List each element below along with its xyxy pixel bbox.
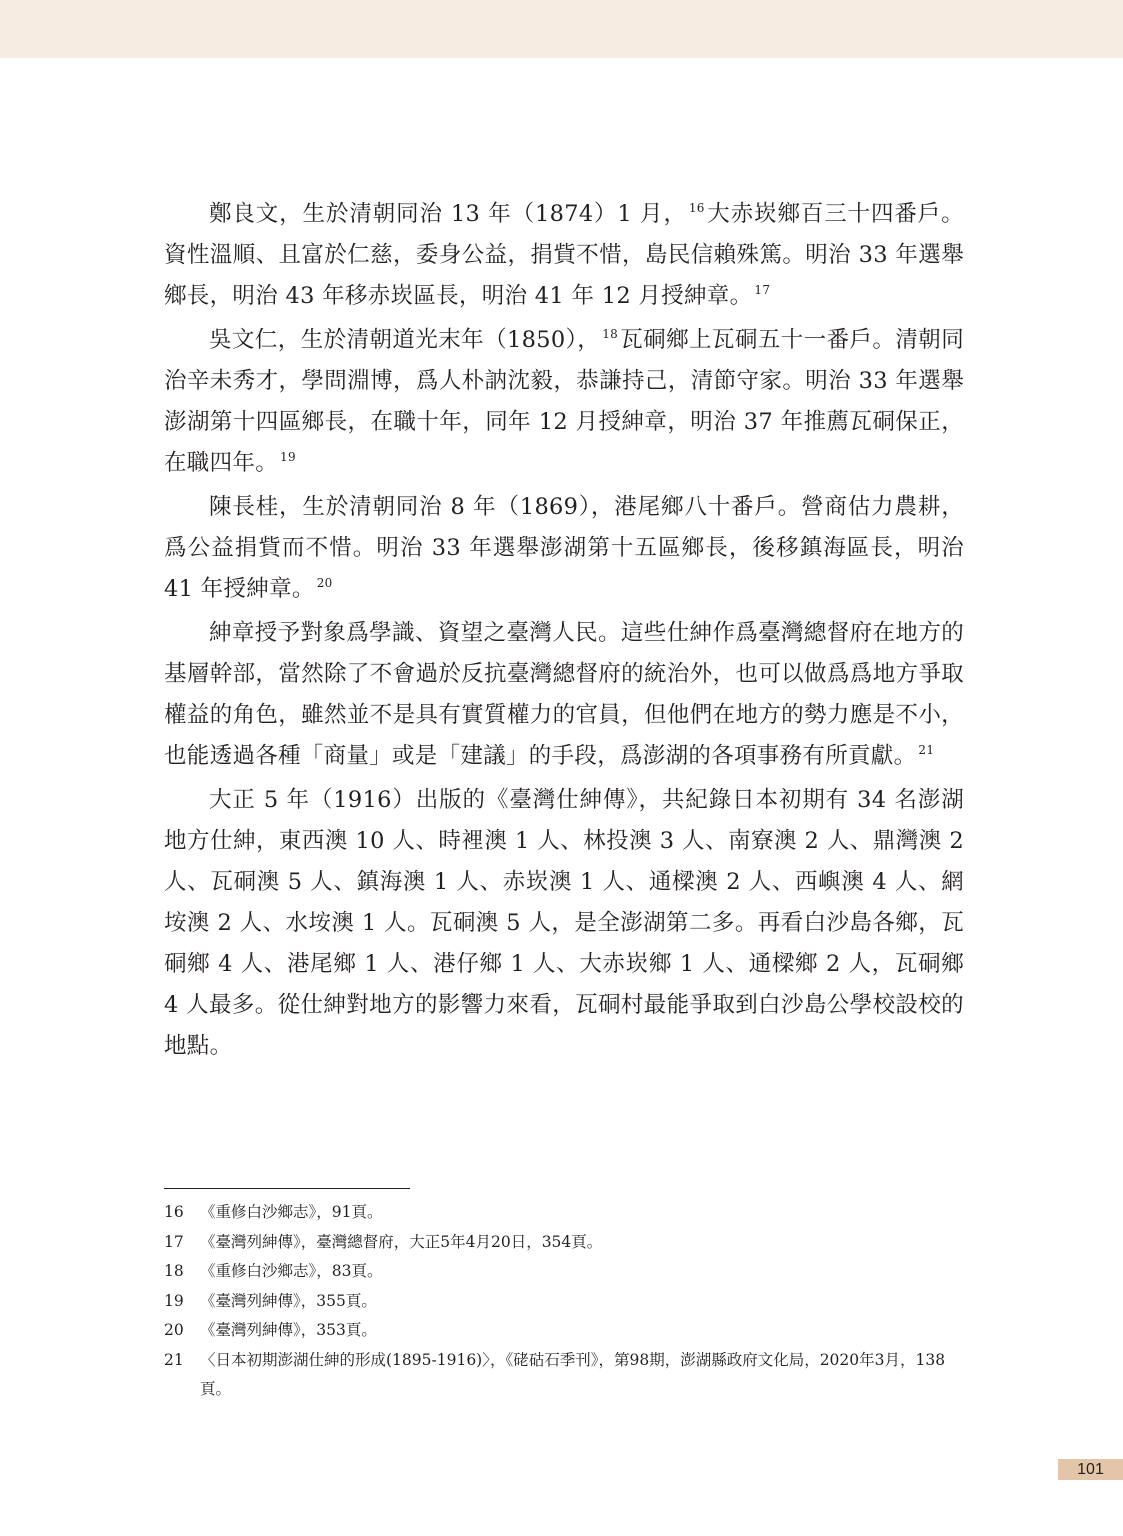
- paragraph-text: 鄭良文，生於清朝同治 13 年（1874）1 月，: [209, 201, 687, 227]
- body-text: [164, 194, 964, 1070]
- footnote-item: [164, 1198, 964, 1228]
- paragraph-text: 陳長桂，生於清朝同治 8 年（1869），港尾鄉八十番戶。營商估力農耕，爲公益捐貲而不惜。明治 33 年選舉澎湖第十五區鄉長，後移鎮海區長，明治 41 年授紳章。: [164, 494, 964, 602]
- footnote-item: [164, 1316, 964, 1346]
- footnote-text: 〈日本初期澎湖仕紳的形成(1895-1916)〉，《硓𥑮石季刊》，第98期，澎湖縣政府文化局，2020年3月，138頁。: [200, 1350, 946, 1398]
- paragraph: [164, 613, 964, 777]
- footnote-text: 《臺灣列紳傳》，臺灣總督府，大正5年4月20日，354頁。: [200, 1232, 603, 1251]
- paragraph: [164, 194, 964, 317]
- paragraph: [164, 320, 964, 484]
- footnote-item: [164, 1257, 964, 1287]
- paragraph-text: 大赤崁鄉百三十四番戶。資性溫順、且富於仁慈，委身公益，捐貲不惜，島民信賴殊篤。明治 33 年選舉鄉長，明治 43 年移赤崁區長，明治 41 年 12 月授紳章。: [164, 201, 964, 309]
- paragraph-text: 瓦硐鄉上瓦硐五十一番戶。清朝同治辛未秀才，學問淵博，爲人朴訥沈毅，恭謙持己，清節守家。明治 33 年選舉澎湖第十四區鄉長，在職十年，同年 12 月授紳章，明治 37 年推薦瓦硐保正，在職四年。: [164, 327, 964, 476]
- footnote-item: [164, 1287, 964, 1317]
- paragraph-text: 大正 5 年（1916）出版的《臺灣仕紳傳》，共紀錄日本初期有 34 名澎湖地方仕紳，東西澳 10 人、時裡澳 1 人、林投澳 3 人、南寮澳 2 人、鼎灣澳 2 人、瓦硐澳 5 人、鎮海澳 1 人、赤崁澳 1 人、通樑澳 2 人、西嶼澳 4 人、網垵澳 2 人、水垵澳 1 人。瓦硐澳 5 人，是全澎湖第二多。再看白沙島各鄉，瓦硐鄉 4 人、港尾鄉 1 人、港仔鄉 1 人、大赤崁鄉 1 人、通樑鄉 2 人，瓦硐鄉 4 人最多。從仕紳對地方的影響力來看，瓦硐村最能爭取到白沙島公學校設校的地點。: [164, 787, 964, 1059]
- footnotes: [164, 1198, 964, 1405]
- footnote-number: 17: [164, 1232, 184, 1251]
- footnote-text: 《重修白沙鄉志》，83頁。: [200, 1262, 383, 1280]
- paragraph: [164, 487, 964, 610]
- footnote-item: [164, 1346, 964, 1405]
- page-number: 101: [1058, 1459, 1123, 1480]
- footnote-item: [164, 1228, 964, 1258]
- footnote-reference[interactable]: 20: [316, 576, 333, 590]
- footnote-number: 19: [164, 1291, 184, 1310]
- footnote-reference[interactable]: 18: [602, 327, 619, 341]
- footnote-reference[interactable]: 17: [754, 283, 771, 297]
- footnote-number: 18: [164, 1262, 184, 1280]
- paragraph-text: 吳文仁，生於清朝道光末年（1850），: [209, 327, 601, 353]
- footnote-text: 《臺灣列紳傳》，353頁。: [200, 1321, 377, 1339]
- footnote-reference[interactable]: 16: [688, 201, 705, 215]
- footnote-number: 20: [164, 1321, 184, 1339]
- paragraph: [164, 780, 964, 1067]
- paragraph-text: 紳章授予對象爲學識、資望之臺灣人民。這些仕紳作爲臺灣總督府在地方的基層幹部，當然除了不會過於反抗臺灣總督府的統治外，也可以做爲爲地方爭取權益的角色，雖然並不是具有實質權力的官員，但他們在地方的勢力應是不小，也能透過各種「商量」或是「建議」的手段，爲澎湖的各項事務有所貢獻。: [164, 620, 964, 769]
- footnote-reference[interactable]: 19: [280, 450, 296, 464]
- footnote-text: 《臺灣列紳傳》，355頁。: [200, 1291, 377, 1310]
- top-header-band: [0, 0, 1123, 58]
- footnote-number: 21: [164, 1350, 184, 1369]
- footnote-divider: [164, 1188, 410, 1189]
- footnote-text: 《重修白沙鄉志》，91頁。: [200, 1203, 383, 1221]
- footnote-reference[interactable]: 21: [918, 743, 935, 757]
- footnote-number: 16: [164, 1203, 184, 1221]
